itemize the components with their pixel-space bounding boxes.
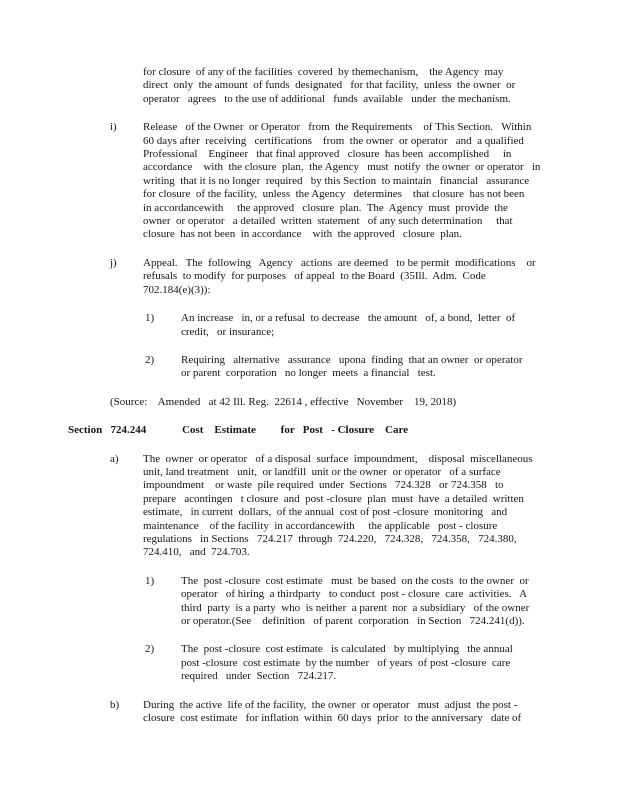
text-line: unit, land treatment unit, or landfill unit or the owner or operator of a surface [143, 465, 501, 478]
text-line: estimate, in current dollars, of the annual cost of post -closure monitoring and [143, 506, 508, 519]
text-line: or parent corporation no longer meets a financial test. [181, 367, 436, 380]
text-line: The owner or operator of a disposal surface impoundment, disposal miscellaneous [143, 452, 533, 465]
text-line: An increase in, or a refusal to decrease the amount of, a bond, letter of [181, 312, 516, 325]
text-line: direct only the amount of funds designated for that facility, unless the owner or [143, 79, 516, 92]
paragraph-label: 1) [145, 574, 155, 587]
para-j [0, 257, 618, 297]
paragraph-label: 1) [145, 312, 155, 325]
text-line: 60 days after receiving certifications from the owner or operator and a qualified [143, 134, 524, 147]
text-line: Appeal. The following Agency actions are deemed to be permit modifications or [143, 256, 536, 269]
text-line: operator agrees to the use of additional funds available under the mechanism. [143, 92, 511, 105]
para-continuation [0, 66, 618, 106]
text-line: prepare acontingen t closure and post -closure plan must have a detailed written [143, 492, 524, 505]
text-line: 702.184(e)(3)): [143, 283, 211, 296]
source-note [0, 396, 618, 409]
text-line: operator of hiring a thirdparty to conduct post - closure care activities. A [181, 588, 528, 601]
text-line: During the active life of the facility, the owner or operator must adjust the post - [143, 698, 518, 711]
paragraph-label: j) [110, 256, 117, 269]
text-line: accordance with the closure plan, the Agency must notify the owner or operator in [143, 161, 541, 174]
text-line: for closure of the facility, unless the Agency determines that closure has not been [143, 188, 525, 201]
text-line: Section 724.244 Cost Estimate for Post - Closure Care [68, 424, 409, 437]
text-line: The post -closure cost estimate is calculated by multiplying the annual [181, 643, 513, 656]
text-line: Professional Engineer that final approved closure has been accomplished in [143, 148, 512, 161]
text-line: 724.410, and 724.703. [143, 546, 250, 559]
text-line: The post -closure cost estimate must be based on the costs to the owner or [181, 574, 529, 587]
text-line: owner or operator a detailed written statement of any such determination that [143, 215, 513, 228]
para-a-2 [0, 643, 618, 683]
text-line: regulations in Sections 724.217 through 724.220, 724.328, 724.358, 724.380, [143, 532, 517, 545]
paragraph-label: i) [110, 121, 117, 134]
text-line: credit, or insurance; [181, 325, 275, 338]
text-line: (Source: Amended at 42 Ill. Reg. 22614 , effective November 19, 2018) [110, 395, 457, 408]
paragraph-label: b) [110, 698, 120, 711]
text-line: refusals to modify for purposes of appeal to the Board (35Ill. Adm. Code [143, 270, 486, 283]
text-line: Release of the Owner or Operator from the Requirements of This Section. Within [143, 121, 532, 134]
paragraph-label: a) [110, 452, 119, 465]
para-j-1 [0, 312, 618, 339]
section-heading [0, 424, 618, 437]
text-line: or operator.(See definition of parent corporation in Section 724.241(d)). [181, 615, 525, 627]
text-line: closure has not been in accordance with the approved closure plan. [143, 228, 462, 241]
text-line: third party is a party who is neither a parent nor a subsidiary of the owner [181, 601, 530, 614]
text-line: closure cost estimate for inflation within 60 days prior to the anniversary date of [143, 712, 522, 725]
para-a [0, 453, 618, 560]
text-line: in accordancewith the approved closure plan. The Agency must provide the [143, 201, 508, 214]
para-b [0, 699, 618, 726]
text-line: Requiring alternative assurance upona finding that an owner or operator [181, 353, 523, 366]
text-line: maintenance of the facility in accordancewith the applicable post - closure [143, 519, 498, 532]
text-line: required under Section 724.217. [181, 670, 337, 683]
text-line: post -closure cost estimate by the number of years of post -closure care [181, 656, 511, 669]
text-line: writing that it is no longer required by this Section to maintain financial assurance [143, 174, 530, 187]
text-line: impoundment or waste pile required under Sections 724.328 or 724.358 to [143, 479, 504, 492]
para-i [0, 121, 618, 242]
para-j-2 [0, 354, 618, 381]
text-line: for closure of any of the facilities covered by themechanism, the Agency may [143, 66, 504, 78]
document-body [0, 66, 618, 725]
paragraph-label: 2) [145, 353, 155, 366]
paragraph-label: 2) [145, 643, 155, 656]
para-a-1 [0, 575, 618, 629]
